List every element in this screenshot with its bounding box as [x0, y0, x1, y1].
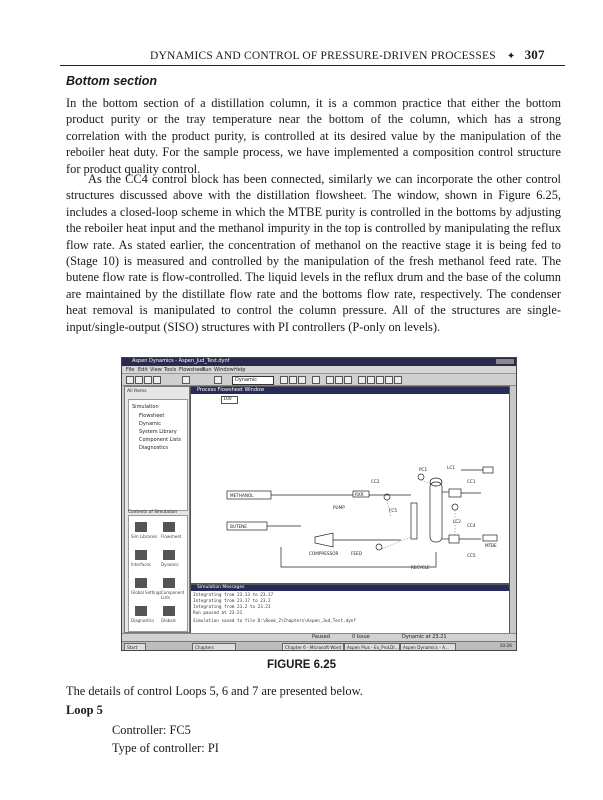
library-item-label: Flowsheet	[161, 534, 182, 539]
label-recycle: RECYCLE	[411, 565, 430, 570]
window3-icon[interactable]	[376, 376, 384, 384]
controller-details	[112, 721, 219, 757]
tree-item[interactable]: Diagnostics	[139, 445, 169, 451]
menu-file[interactable]: File	[126, 367, 135, 373]
recycle-line	[281, 547, 436, 567]
label-reflux-cc: CC2	[371, 479, 380, 484]
controller-lc	[452, 504, 458, 510]
message-line: Integrating from 23.2 to 23.21	[193, 605, 271, 610]
toolbar	[122, 374, 516, 386]
controller-bottom	[376, 544, 382, 550]
pause-icon[interactable]	[289, 376, 297, 384]
run-icon[interactable]	[280, 376, 288, 384]
messages-window	[190, 584, 510, 634]
menu-window[interactable]: Window	[214, 367, 234, 373]
tree-item[interactable]: Simulation	[132, 404, 159, 410]
tree-item[interactable]: Dynamic	[139, 421, 162, 427]
label-methanol: METHANOL	[230, 493, 254, 498]
paragraph-2: As the CC4 control block has been connected, similarly we can incorporate the other control structures discussed above with the distillation flowsheet. The window, shown in Figure 6.25, includes a closed-loop scheme in which the MTBE purity is controlled in the bottoms by adjusting the reboiler heat input and the methanol impurity in the top is controlled by manipulating the reflux flow rate. As stated earlier, the concentration of methanol on the reactive stage it is being fed to (Stage 10) is measured and controlled by the manipulation of the fresh methanol feed rate. The butene flow rate is flow-controlled. The liquid levels in the reflux drum and the base of the column are maintained by the distillate flow rate and the bottoms flow rate, respectively. The condenser heat removal is manipulated to control the column pressure. All of the structures are single-input/single-output (SISO) structures with PI controllers (P-only on levels).	[66, 172, 561, 334]
component-list-icon[interactable]	[163, 578, 175, 588]
distillation-column	[430, 482, 442, 542]
tree-item[interactable]: Component Lists	[139, 437, 181, 443]
label-lc1: LC1	[447, 465, 455, 470]
label-butene: BUTENE	[230, 524, 247, 529]
messages-title-bar	[191, 585, 509, 591]
taskbar-item[interactable]: Aspen Dynamics - A...	[400, 643, 456, 651]
menu-help[interactable]: Help	[234, 367, 246, 373]
label-compressor: COMPRESSOR	[309, 551, 339, 556]
explorer-panel	[124, 386, 190, 633]
clock: 10:26	[499, 644, 512, 649]
message-line: Simulation saved to file D:\Book_2\Chapters\Aspen_Jud_Test.dynf	[193, 619, 356, 624]
label-reactor: RXR	[355, 492, 364, 497]
library-item-label: Component Lists	[161, 590, 185, 600]
loop-heading: Loop 5	[66, 703, 103, 717]
settings-icon[interactable]	[135, 578, 147, 588]
explorer-tree	[128, 399, 188, 511]
explorer-title: All Items	[127, 389, 147, 394]
status-paused: Paused	[312, 634, 330, 640]
label-fc5: FC5	[389, 508, 397, 513]
print-icon[interactable]	[153, 376, 161, 384]
compressor-shape	[315, 533, 333, 547]
library-item-label: Globals	[161, 618, 176, 623]
messages-title: Simulation Messages	[197, 585, 245, 590]
controller-cc	[418, 474, 424, 480]
figure-caption: FIGURE 6.25	[266, 659, 337, 671]
menu-run[interactable]: Run	[202, 367, 212, 373]
message-line: Integrating from 23.13 to 23.17	[193, 593, 274, 598]
figure-screenshot	[121, 357, 517, 651]
window2-icon[interactable]	[367, 376, 375, 384]
label-bottoms-cc: CC5	[467, 553, 476, 558]
status-time: Dynamic at 23.21	[402, 634, 447, 640]
save-icon[interactable]	[144, 376, 152, 384]
section-heading: Bottom section	[66, 74, 157, 88]
library-item-label: Dynamic	[161, 562, 179, 567]
flowsheet-icon[interactable]	[163, 522, 175, 532]
snapshot-icon[interactable]	[326, 376, 334, 384]
library-item-label: Interfaces	[131, 562, 151, 567]
process-flowsheet	[191, 387, 509, 583]
label-mtbe: MTBE	[485, 543, 497, 548]
library-item-label: Global Settings	[131, 590, 162, 595]
paragraph-1: In the bottom section of a distillation column, it is a common practice that either the bottom product purity or the tray temperature near the bottom of the column, which has a strong correlation with the product purity, is controlled at its desired value by the manipulation of the reboiler heat duty. For the sample process, we have implemented a composition control structure for product quality control.	[66, 96, 561, 176]
library-panel	[128, 515, 188, 632]
library-title: Contents of Simulation	[128, 510, 178, 515]
menu-view[interactable]: View	[150, 367, 162, 373]
menu-bar	[122, 366, 516, 374]
new-icon[interactable]	[126, 376, 134, 384]
tree-item[interactable]: System Library	[139, 429, 177, 435]
flowsheet-window	[190, 386, 510, 584]
diagnostics-icon[interactable]	[135, 606, 147, 616]
status-bar	[122, 633, 516, 641]
library-item-label: Diagnostics	[131, 618, 155, 623]
zoom-input[interactable]: 100	[221, 396, 238, 404]
message-line: Integrating from 23.17 to 23.2	[193, 599, 271, 604]
menu-flowsheet[interactable]: Flowsheet	[179, 367, 205, 373]
label-cc4: CC4	[467, 523, 476, 528]
reflux-drum	[449, 489, 461, 497]
tree-item[interactable]: Flowsheet	[139, 413, 165, 419]
header-separator: ✦	[506, 51, 516, 62]
zoom-icon[interactable]	[182, 376, 190, 384]
running-header	[150, 47, 545, 63]
controller-type-line: Type of controller: PI	[112, 741, 219, 755]
bottoms-block	[483, 535, 497, 541]
taskbar-item[interactable]: Chapters	[192, 643, 236, 651]
app-title-bar	[122, 358, 516, 366]
app-title: Aspen Dynamics - Aspen_Jud_Test.dynf	[132, 358, 230, 364]
dynamic-icon[interactable]	[163, 550, 175, 560]
start-button[interactable]: Start	[124, 643, 146, 651]
taskbar	[122, 641, 516, 651]
reboiler-shape	[449, 535, 459, 543]
label-feed: FEED	[351, 551, 362, 556]
page-number: 307	[524, 47, 545, 62]
step-icon[interactable]	[298, 376, 306, 384]
status-issues: 0 Issue	[352, 634, 370, 640]
window-controls[interactable]	[496, 359, 514, 364]
window5-icon[interactable]	[394, 376, 402, 384]
message-line: Run paused at 23.21	[193, 611, 243, 616]
run-mode-select[interactable]: Dynamic	[232, 376, 274, 385]
menu-edit[interactable]: Edit	[138, 367, 148, 373]
running-title: DYNAMICS AND CONTROL OF PRESSURE-DRIVEN PROCESSES	[150, 50, 496, 62]
header-rule	[60, 65, 565, 66]
distillate-block	[483, 467, 493, 473]
window1-icon[interactable]	[358, 376, 366, 384]
feed-line	[411, 503, 417, 539]
controller-line: Controller: FC5	[112, 723, 191, 737]
menu-tools[interactable]: Tools	[164, 367, 177, 373]
library-item-label: Sim Libraries	[131, 534, 158, 539]
label-lc2: LC2	[453, 519, 461, 524]
window4-icon[interactable]	[385, 376, 393, 384]
table-icon[interactable]	[335, 376, 343, 384]
open-icon[interactable]	[135, 376, 143, 384]
flowsheet-title: Process Flowsheet Window	[197, 387, 265, 393]
mode-icon[interactable]	[214, 376, 222, 384]
rewind-icon[interactable]	[312, 376, 320, 384]
label-condenser: CC1	[467, 479, 476, 484]
plot-icon[interactable]	[344, 376, 352, 384]
taskbar-item[interactable]: Aspen Plus - Ex_ProLDl...	[344, 643, 400, 651]
taskbar-item[interactable]: Chapter 6 - Microsoft Word	[282, 643, 344, 651]
paragraph-3: The details of control Loops 5, 6 and 7 are presented below.	[66, 684, 363, 698]
interfaces-icon[interactable]	[135, 550, 147, 560]
label-pc1: PC1	[419, 467, 428, 472]
globals-icon[interactable]	[163, 606, 175, 616]
label-pump: PUMP	[333, 505, 345, 510]
folder-icon[interactable]	[135, 522, 147, 532]
